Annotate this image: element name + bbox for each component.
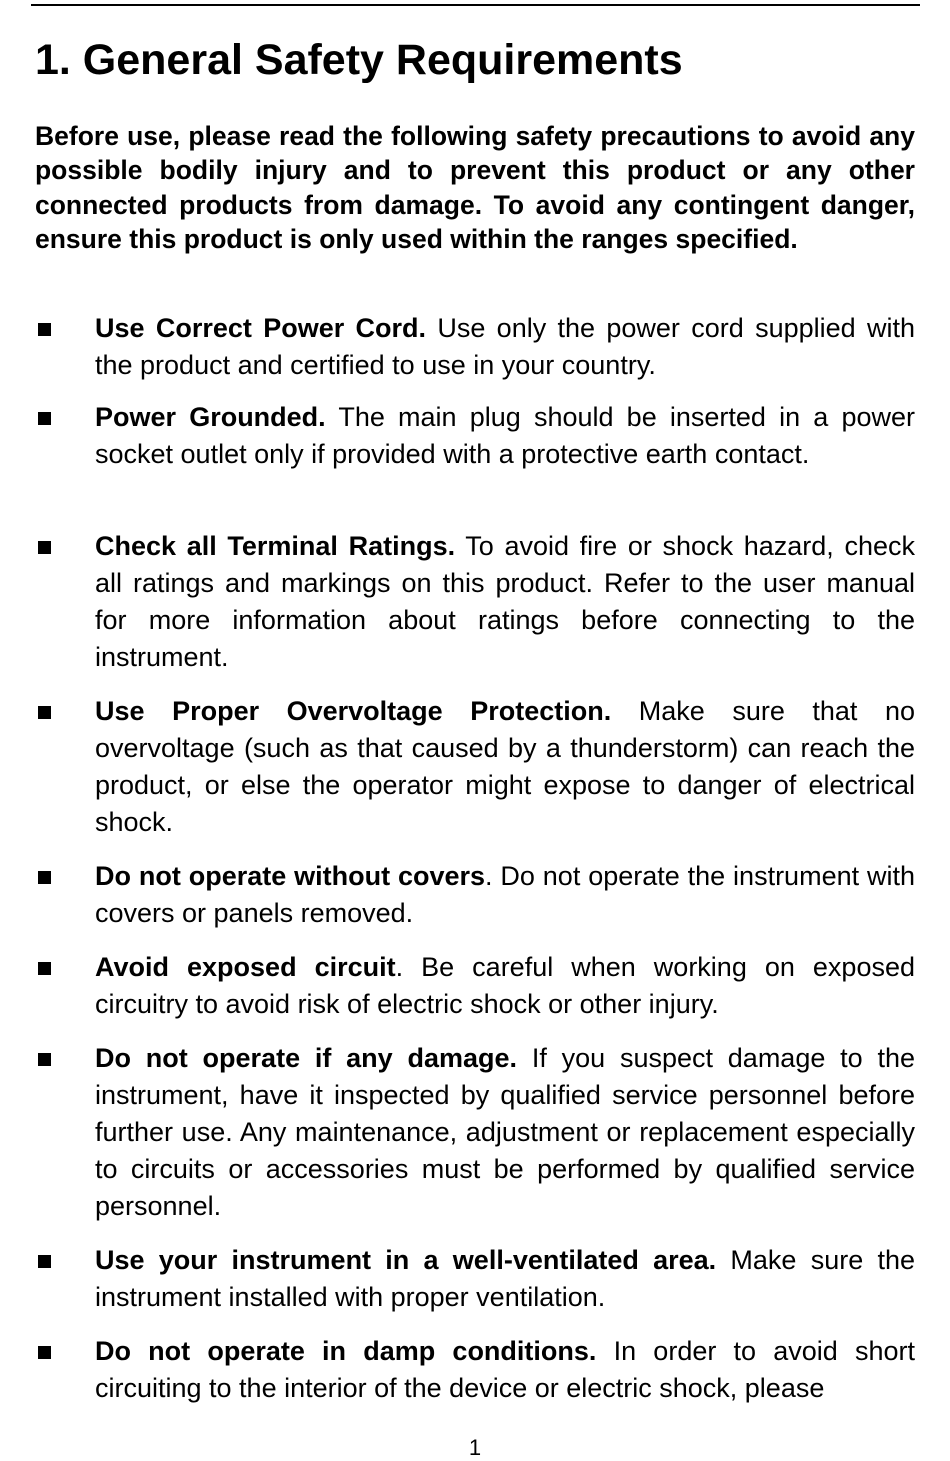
square-bullet-icon: [38, 706, 51, 719]
list-item-text: [95, 1040, 915, 1225]
list-item-damp-conditions: [35, 1333, 915, 1407]
square-bullet-icon: [38, 962, 51, 975]
list-item-body: Use only the power cord supplied with the product and certified to use in your country.: [95, 313, 915, 380]
top-divider: [31, 4, 920, 6]
list-item-damage: [35, 1040, 915, 1225]
list-item-heading: Power Grounded.: [95, 402, 326, 432]
list-item-overvoltage-protection: [35, 693, 915, 841]
list-item-heading: Do not operate if any damage.: [95, 1043, 518, 1073]
list-item-heading: Check all Terminal Ratings.: [95, 531, 456, 561]
list-item-text: [95, 399, 915, 473]
list-item-heading: Do not operate without covers: [95, 861, 486, 891]
list-item-ventilation: [35, 1242, 915, 1316]
list-item-body: To avoid fire or shock hazard, check all ratings and markings on this product. Refer to the user manual for more information about ratings before connecting to the instrument.: [95, 531, 915, 672]
page-number: 1: [468, 1435, 482, 1460]
list-item-terminal-ratings: [35, 528, 915, 676]
list-item-body: . Be careful when working on exposed circuitry to avoid risk of electric shock or other injury.: [95, 952, 915, 1019]
list-item-text: [95, 310, 915, 384]
list-item-text: [95, 1333, 915, 1407]
square-bullet-icon: [38, 871, 51, 884]
list-item-heading: Use Proper Overvoltage Protection.: [95, 696, 612, 726]
square-bullet-icon: [38, 541, 51, 554]
list-item-power-cord: [35, 310, 915, 384]
list-item-body: . Do not operate the instrument with covers or panels removed.: [95, 861, 915, 928]
list-item-body: The main plug should be inserted in a power socket outlet only if provided with a protective earth contact.: [95, 402, 915, 469]
list-item-heading: Use your instrument in a well-ventilated area.: [95, 1245, 717, 1275]
page-title: 1. General Safety Requirements: [35, 36, 683, 84]
list-item-text: [95, 858, 915, 932]
square-bullet-icon: [38, 1255, 51, 1268]
list-item-text: [95, 1242, 915, 1316]
list-item-body: If you suspect damage to the instrument, have it inspected by qualified service personnel before further use. Any maintenance, adjustment or replacement especially to circuits or accessories must be performed by qualified service personnel.: [95, 1043, 915, 1221]
square-bullet-icon: [38, 412, 51, 425]
list-item-heading: Avoid exposed circuit: [95, 952, 396, 982]
list-item-body: In order to avoid short circuiting to the interior of the device or electric shock, please: [95, 1336, 915, 1403]
list-item-exposed-circuit: [35, 949, 915, 1023]
list-item-heading: Do not operate in damp conditions.: [95, 1336, 597, 1366]
square-bullet-icon: [38, 1346, 51, 1359]
intro-paragraph: Before use, please read the following safety precautions to avoid any possible bodily injury and to prevent this product or any other connected products from damage. To avoid any contingent danger, ensure this product is only used within the ranges specified.: [35, 121, 915, 254]
list-item-text: [95, 528, 915, 676]
list-item-body: Make sure that no overvoltage (such as that caused by a thunderstorm) can reach the product, or else the operator might expose to danger of electrical shock.: [95, 696, 916, 837]
list-item-text: [95, 949, 915, 1023]
square-bullet-icon: [38, 323, 51, 336]
list-item-heading: Use Correct Power Cord.: [95, 313, 427, 343]
list-item-body: Make sure the instrument installed with proper ventilation.: [95, 1245, 916, 1312]
square-bullet-icon: [38, 1053, 51, 1066]
list-item-covers: [35, 858, 915, 932]
list-item-power-grounded: [35, 399, 915, 473]
list-item-text: [95, 693, 915, 841]
